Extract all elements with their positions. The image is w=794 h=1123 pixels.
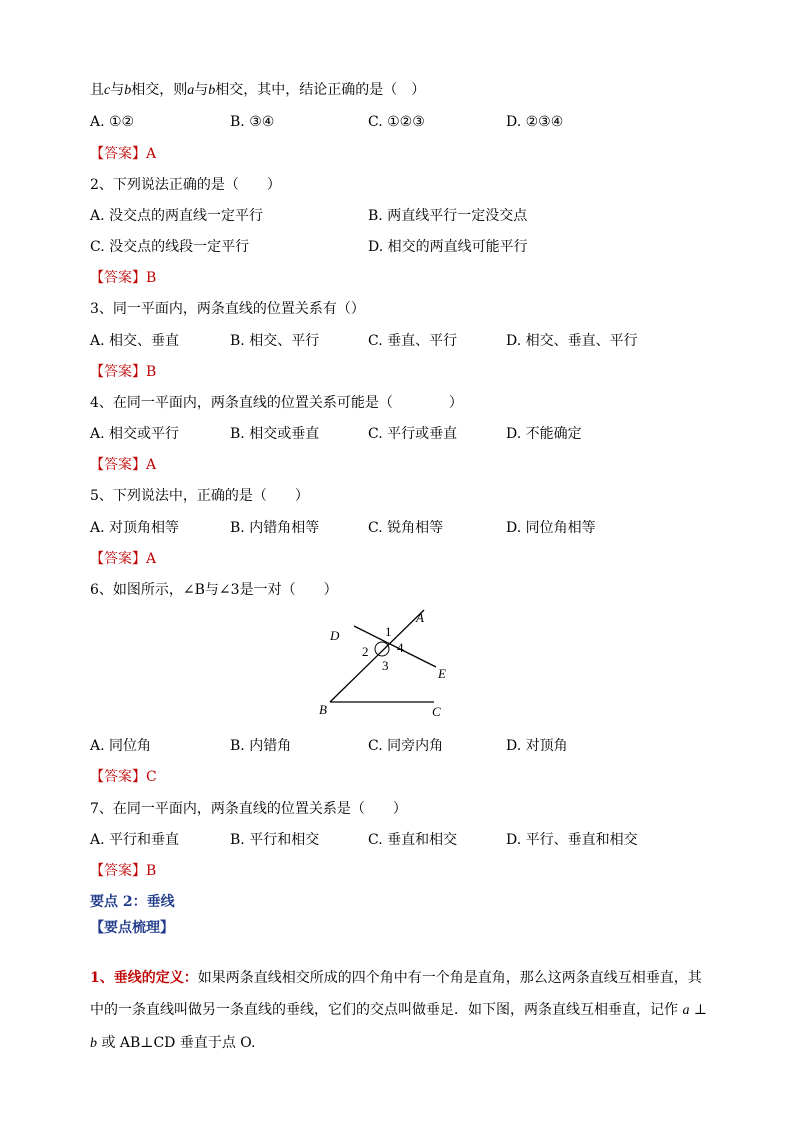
q2-option-a: A. 没交点的两直线一定平行 xyxy=(90,208,264,224)
definition-heading: 1、垂线的定义： xyxy=(90,970,198,986)
q7-option-b: B. 平行和相交 xyxy=(230,832,320,848)
q3-option-d: D. 相交、垂直、平行 xyxy=(506,333,638,349)
q6-option-b: B. 内错角 xyxy=(230,738,292,754)
q6-answer: 【答案】C xyxy=(90,769,157,785)
q6-option-d: D. 对顶角 xyxy=(506,738,568,754)
label-angle-4: 4 xyxy=(397,640,404,655)
q3-option-a: A. 相交、垂直 xyxy=(90,333,180,349)
section-subtitle: 【要点梳理】 xyxy=(90,920,174,936)
label-e: E xyxy=(438,666,446,681)
q4-option-c: C. 平行或垂直 xyxy=(368,426,458,442)
q4-option-b: B. 相交或垂直 xyxy=(230,426,320,442)
label-c: C xyxy=(432,704,441,719)
q2-option-d: D. 相交的两直线可能平行 xyxy=(368,239,528,255)
q7-answer: 【答案】B xyxy=(90,863,157,879)
q6-option-c: C. 同旁内角 xyxy=(368,738,444,754)
q5-option-b: B. 内错角相等 xyxy=(230,520,320,536)
q1-option-d: D. ②③④ xyxy=(506,114,564,130)
q5-stem: 5、下列说法中，正确的是（ ） xyxy=(90,488,309,504)
q2-option-c: C. 没交点的线段一定平行 xyxy=(90,239,250,255)
q1-option-c: C. ①②③ xyxy=(368,114,425,130)
q2-option-b: B. 两直线平行一定没交点 xyxy=(368,208,528,224)
angle-marker xyxy=(375,642,389,656)
q4-option-a: A. 相交或平行 xyxy=(90,426,180,442)
q7-option-a: A. 平行和垂直 xyxy=(90,832,180,848)
q1-option-b: B. ③④ xyxy=(230,114,275,130)
line-ba xyxy=(330,610,424,702)
q6-option-a: A. 同位角 xyxy=(90,738,152,754)
q4-stem: 4、在同一平面内，两条直线的位置关系可能是（ ） xyxy=(90,395,463,411)
q5-option-a: A. 对顶角相等 xyxy=(90,520,180,536)
q3-answer: 【答案】B xyxy=(90,364,157,380)
label-a: A xyxy=(416,610,424,625)
q3-option-b: B. 相交、平行 xyxy=(230,333,320,349)
label-b: B xyxy=(319,702,327,717)
q6-angle-figure xyxy=(300,602,470,722)
q4-answer: 【答案】A xyxy=(90,457,157,473)
q7-stem: 7、在同一平面内，两条直线的位置关系是（ ） xyxy=(90,801,407,817)
perpendicular-definition: 1、垂线的定义：如果两条直线相交所成的四个角中有一个角是直角，那么这两条直线互相垂直，其中的一条直线叫做另一条直线的垂线，它们的交点叫做垂足．如下图，两条直线互相垂直，记作 a ⊥ b 或 AB⊥CD 垂直于点 O. xyxy=(90,970,708,1051)
q2-stem: 2、下列说法正确的是（ ） xyxy=(90,177,281,193)
q1-stem-tail: 且c与b相交，则a与b相交，其中，结论正确的是（ ） xyxy=(90,82,426,98)
q5-option-c: C. 锐角相等 xyxy=(368,520,444,536)
label-angle-1: 1 xyxy=(385,624,392,639)
label-angle-3: 3 xyxy=(382,658,389,673)
q3-option-c: C. 垂直、平行 xyxy=(368,333,458,349)
q2-answer: 【答案】B xyxy=(90,270,157,286)
q7-option-c: C. 垂直和相交 xyxy=(368,832,458,848)
q7-option-d: D. 平行、垂直和相交 xyxy=(506,832,638,848)
label-d: D xyxy=(330,628,340,643)
q3-stem: 3、同一平面内，两条直线的位置关系有（） xyxy=(90,301,365,317)
q5-option-d: D. 同位角相等 xyxy=(506,520,596,536)
q1-answer: 【答案】A xyxy=(90,146,157,162)
label-angle-2: 2 xyxy=(362,644,369,659)
q4-option-d: D. 不能确定 xyxy=(506,426,582,442)
q1-option-a: A. ①② xyxy=(90,114,135,130)
q6-stem: 6、如图所示，∠B与∠3是一对（ ） xyxy=(90,582,338,598)
section-title: 要点 2：垂线 xyxy=(90,894,175,910)
q5-answer: 【答案】A xyxy=(90,551,157,567)
